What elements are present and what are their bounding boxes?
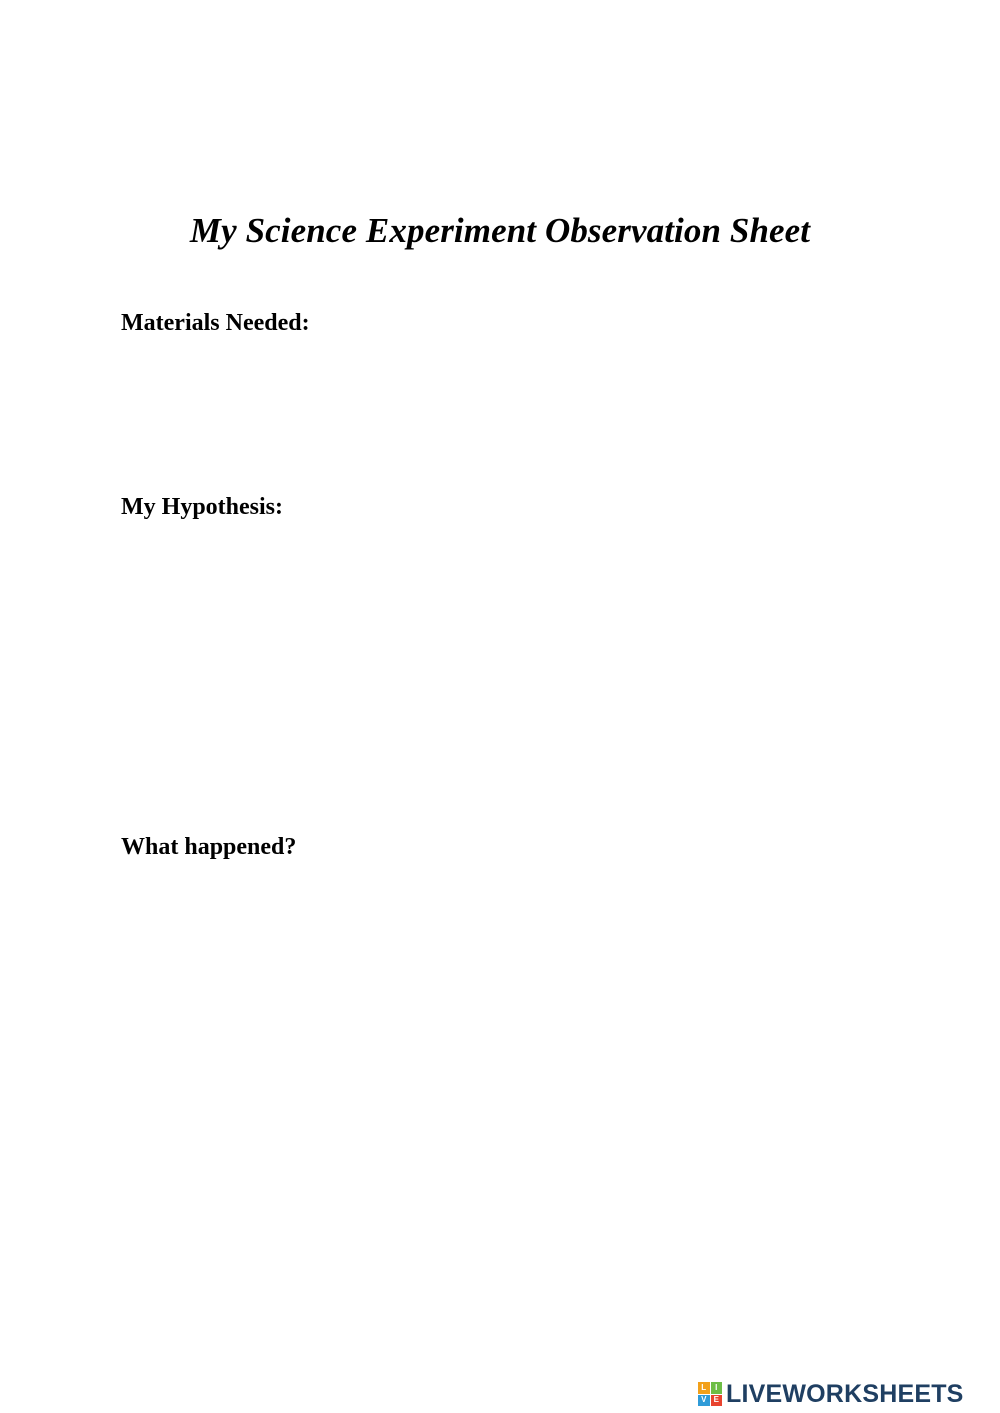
logo-tile-l: L: [698, 1382, 710, 1394]
logo-tile-i: I: [711, 1382, 723, 1394]
my-hypothesis-label: My Hypothesis:: [121, 494, 283, 520]
what-happened-label: What happened?: [121, 834, 297, 860]
liveworksheets-logo-icon: [698, 1382, 722, 1406]
liveworksheets-logo: [698, 1379, 964, 1409]
materials-needed-label: Materials Needed:: [121, 310, 310, 336]
liveworksheets-logo-text: LIVEWORKSHEETS: [726, 1380, 964, 1408]
page-title: My Science Experiment Observation Sheet: [189, 211, 811, 250]
logo-tile-v: V: [698, 1395, 710, 1407]
logo-tile-e: E: [711, 1395, 723, 1407]
